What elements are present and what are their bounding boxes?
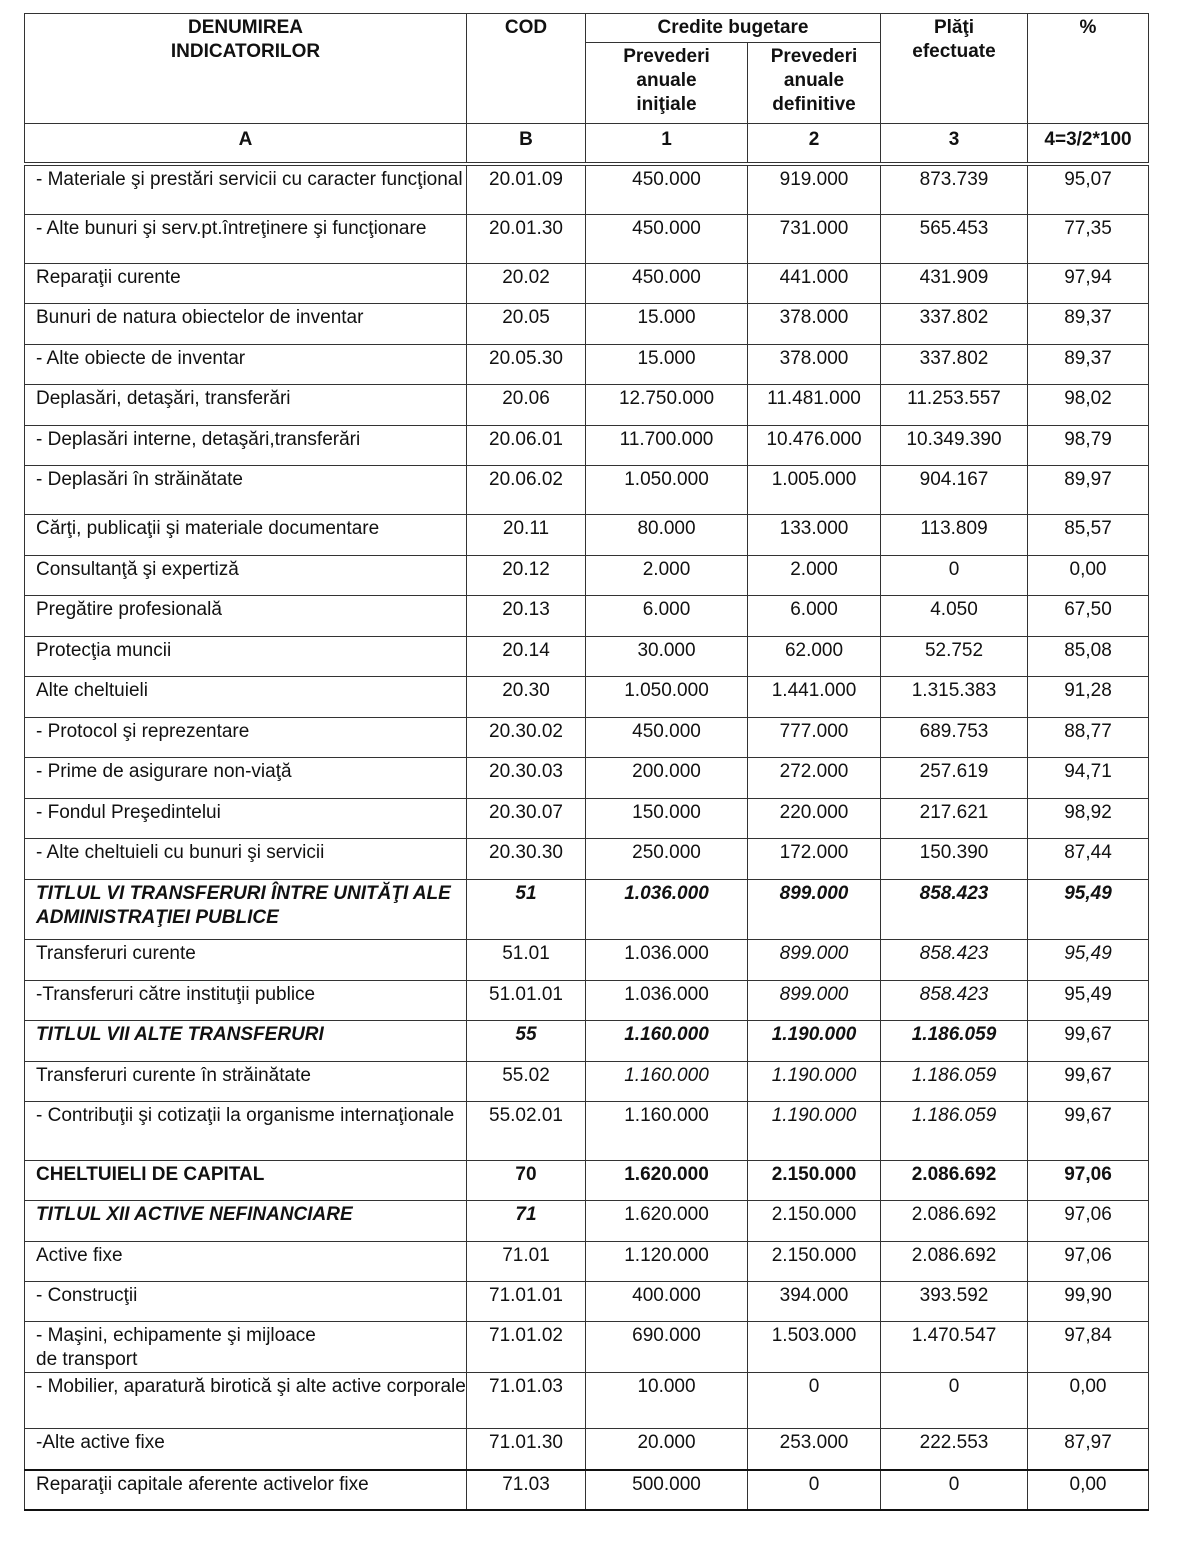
header-prev-def-line2: anuale: [783, 70, 845, 91]
table-row: [25, 1102, 1149, 1161]
header-plati-line2: efectuate: [912, 41, 996, 62]
row-plati: 0: [881, 1373, 1028, 1429]
row-plati: 1.470.547: [881, 1322, 1028, 1373]
row-cod: 71.01.03: [467, 1373, 586, 1429]
row-percent: 87,97: [1028, 1429, 1149, 1470]
row-prev-definitive: 1.190.000: [748, 1062, 881, 1102]
row-percent: 97,94: [1028, 264, 1149, 304]
header-denumirea: [25, 14, 467, 124]
row-name: Cărţi, publicaţii şi materiale documentare: [25, 515, 467, 556]
table-row: [25, 264, 1149, 304]
row-cod: 20.13: [467, 596, 586, 637]
row-name: - Fondul Preşedintelui: [25, 799, 467, 839]
row-cod: 20.06.01: [467, 426, 586, 466]
table-row: [25, 1282, 1149, 1322]
row-name: Consultanţă şi expertiză: [25, 556, 467, 596]
row-prev-definitive: 11.481.000: [748, 385, 881, 426]
row-prev-initiale: 1.120.000: [586, 1242, 748, 1282]
row-prev-definitive: 378.000: [748, 345, 881, 385]
row-cod: 51.01.01: [467, 981, 586, 1021]
row-name: - Materiale şi prestări servicii cu caracter funcţional: [25, 166, 467, 215]
row-name: - Construcţii: [25, 1282, 467, 1322]
table-row: [25, 758, 1149, 799]
table-row: [25, 677, 1149, 718]
row-plati: 0: [881, 1470, 1028, 1510]
table-row: [25, 1429, 1149, 1470]
row-plati: 2.086.692: [881, 1161, 1028, 1201]
row-prev-definitive: 899.000: [748, 940, 881, 981]
table-row: [25, 215, 1149, 264]
table-row: [25, 1242, 1149, 1282]
row-cod: 20.30.03: [467, 758, 586, 799]
row-prev-initiale: 1.036.000: [586, 880, 748, 940]
row-percent: 97,06: [1028, 1161, 1149, 1201]
row-prev-initiale: 450.000: [586, 264, 748, 304]
row-prev-initiale: 80.000: [586, 515, 748, 556]
index-a: A: [25, 124, 467, 163]
row-prev-initiale: 1.620.000: [586, 1201, 748, 1242]
header-cod: COD: [467, 14, 586, 124]
row-cod: 71.03: [467, 1470, 586, 1510]
row-name: CHELTUIELI DE CAPITAL: [25, 1161, 467, 1201]
row-plati: 257.619: [881, 758, 1028, 799]
row-name: Pregătire profesională: [25, 596, 467, 637]
row-prev-initiale: 1.160.000: [586, 1102, 748, 1161]
row-prev-initiale: 450.000: [586, 215, 748, 264]
index-b: B: [467, 124, 586, 163]
row-name: -Alte active fixe: [25, 1429, 467, 1470]
row-prev-initiale: 450.000: [586, 718, 748, 758]
row-name: [25, 1322, 467, 1373]
row-prev-initiale: 1.160.000: [586, 1062, 748, 1102]
row-percent: 94,71: [1028, 758, 1149, 799]
row-prev-initiale: 1.036.000: [586, 940, 748, 981]
table-row: [25, 466, 1149, 515]
header-denumirea-line2: INDICATORILOR: [170, 41, 321, 62]
row-prev-initiale: 150.000: [586, 799, 748, 839]
row-plati: 904.167: [881, 466, 1028, 515]
row-prev-initiale: 11.700.000: [586, 426, 748, 466]
row-prev-initiale: 1.050.000: [586, 466, 748, 515]
row-prev-definitive: 0: [748, 1373, 881, 1429]
row-name: - Deplasări în străinătate: [25, 466, 467, 515]
row-cod: 71.01: [467, 1242, 586, 1282]
row-prev-definitive: 899.000: [748, 880, 881, 940]
row-plati: 113.809: [881, 515, 1028, 556]
row-cod: 71.01.02: [467, 1322, 586, 1373]
row-name-line1: - Maşini, echipamente şi mijloace: [36, 1325, 316, 1346]
row-prev-initiale: 10.000: [586, 1373, 748, 1429]
row-prev-definitive: 1.441.000: [748, 677, 881, 718]
row-plati: 217.621: [881, 799, 1028, 839]
row-name: - Mobilier, aparatură birotică şi alte active corporale: [25, 1373, 467, 1429]
row-name: -Transferuri către instituţii publice: [25, 981, 467, 1021]
row-prev-initiale: 690.000: [586, 1322, 748, 1373]
row-percent: 99,67: [1028, 1102, 1149, 1161]
row-prev-initiale: 15.000: [586, 345, 748, 385]
budget-execution-table: [24, 13, 1149, 1511]
row-plati: 1.186.059: [881, 1102, 1028, 1161]
row-cod: 71: [467, 1201, 586, 1242]
row-percent: 99,67: [1028, 1062, 1149, 1102]
index-1: 1: [586, 124, 748, 163]
row-cod: 20.06.02: [467, 466, 586, 515]
row-prev-initiale: 12.750.000: [586, 385, 748, 426]
header-credite-bugetare: Credite bugetare: [586, 14, 881, 43]
row-percent: 85,08: [1028, 637, 1149, 677]
row-prev-definitive: 731.000: [748, 215, 881, 264]
row-percent: 91,28: [1028, 677, 1149, 718]
row-cod: 55.02.01: [467, 1102, 586, 1161]
row-cod: 55.02: [467, 1062, 586, 1102]
table-row: [25, 166, 1149, 215]
row-percent: 98,02: [1028, 385, 1149, 426]
row-percent: 0,00: [1028, 1373, 1149, 1429]
row-plati: 565.453: [881, 215, 1028, 264]
table-row: [25, 637, 1149, 677]
table-row: [25, 304, 1149, 345]
row-name: TITLUL VII ALTE TRANSFERURI: [25, 1021, 467, 1062]
row-cod: 71.01.30: [467, 1429, 586, 1470]
row-percent: 89,37: [1028, 345, 1149, 385]
row-percent: 98,79: [1028, 426, 1149, 466]
row-plati: 689.753: [881, 718, 1028, 758]
row-name: TITLUL XII ACTIVE NEFINANCIARE: [25, 1201, 467, 1242]
table-row-title-xii: [25, 1201, 1149, 1242]
row-prev-definitive: 1.005.000: [748, 466, 881, 515]
row-prev-definitive: 441.000: [748, 264, 881, 304]
header-plati-efectuate: [881, 14, 1028, 124]
row-prev-definitive: 2.000: [748, 556, 881, 596]
row-prev-definitive: 253.000: [748, 1429, 881, 1470]
row-percent: 0,00: [1028, 1470, 1149, 1510]
row-name: Reparaţii curente: [25, 264, 467, 304]
row-prev-definitive: 899.000: [748, 981, 881, 1021]
row-plati: 873.739: [881, 166, 1028, 215]
row-prev-definitive: 2.150.000: [748, 1242, 881, 1282]
table-row: [25, 799, 1149, 839]
row-cod: 20.05: [467, 304, 586, 345]
row-percent: 95,49: [1028, 880, 1149, 940]
table-row: [25, 556, 1149, 596]
row-name-line2: de transport: [36, 1349, 138, 1370]
row-prev-definitive: 1.190.000: [748, 1102, 881, 1161]
table-body: [25, 166, 1149, 1510]
row-plati: 431.909: [881, 264, 1028, 304]
row-prev-definitive: 2.150.000: [748, 1161, 881, 1201]
row-prev-definitive: 378.000: [748, 304, 881, 345]
table-row-last: [25, 1470, 1149, 1510]
header-prev-init-line2: anuale: [636, 70, 697, 91]
table-row: [25, 940, 1149, 981]
row-cod: 20.30.02: [467, 718, 586, 758]
row-prev-initiale: 2.000: [586, 556, 748, 596]
row-prev-initiale: 15.000: [586, 304, 748, 345]
header-percent: %: [1028, 14, 1149, 124]
row-cod: 51.01: [467, 940, 586, 981]
row-plati: 1.186.059: [881, 1062, 1028, 1102]
row-prev-definitive: 220.000: [748, 799, 881, 839]
row-prev-initiale: 1.620.000: [586, 1161, 748, 1201]
row-prev-definitive: 1.190.000: [748, 1021, 881, 1062]
row-percent: 89,97: [1028, 466, 1149, 515]
row-plati: 150.390: [881, 839, 1028, 880]
table-row-title-vii: [25, 1021, 1149, 1062]
row-prev-definitive: 0: [748, 1470, 881, 1510]
row-plati: 2.086.692: [881, 1201, 1028, 1242]
row-percent: 99,67: [1028, 1021, 1149, 1062]
row-plati: 4.050: [881, 596, 1028, 637]
table-header: [25, 14, 1149, 166]
row-plati: 222.553: [881, 1429, 1028, 1470]
row-cod: 20.06: [467, 385, 586, 426]
row-prev-definitive: 394.000: [748, 1282, 881, 1322]
table-row: [25, 1373, 1149, 1429]
row-percent: 95,49: [1028, 940, 1149, 981]
table-row: [25, 385, 1149, 426]
row-cod: 20.30: [467, 677, 586, 718]
table-row-capital: [25, 1161, 1149, 1201]
row-cod: 20.14: [467, 637, 586, 677]
row-prev-initiale: 30.000: [586, 637, 748, 677]
header-prev-def-line1: Prevederi: [770, 46, 858, 67]
row-name: Protecţia muncii: [25, 637, 467, 677]
row-plati: 337.802: [881, 304, 1028, 345]
row-plati: 10.349.390: [881, 426, 1028, 466]
row-prev-definitive: 133.000: [748, 515, 881, 556]
row-prev-initiale: 200.000: [586, 758, 748, 799]
row-percent: 87,44: [1028, 839, 1149, 880]
row-percent: 89,37: [1028, 304, 1149, 345]
row-plati: 11.253.557: [881, 385, 1028, 426]
row-percent: 85,57: [1028, 515, 1149, 556]
index-4: 4=3/2*100: [1028, 124, 1149, 163]
row-name: TITLUL VI TRANSFERURI ÎNTRE UNITĂŢI ALE ADMINISTRAŢIEI PUBLICE: [25, 880, 467, 940]
row-plati: 337.802: [881, 345, 1028, 385]
row-percent: 97,06: [1028, 1242, 1149, 1282]
row-percent: 95,49: [1028, 981, 1149, 1021]
row-plati: 0: [881, 556, 1028, 596]
row-percent: 0,00: [1028, 556, 1149, 596]
row-cod: 71.01.01: [467, 1282, 586, 1322]
row-plati: 858.423: [881, 940, 1028, 981]
index-2: 2: [748, 124, 881, 163]
index-row: [25, 124, 1149, 163]
row-plati: 393.592: [881, 1282, 1028, 1322]
row-prev-initiale: 1.036.000: [586, 981, 748, 1021]
row-plati: 2.086.692: [881, 1242, 1028, 1282]
row-prev-initiale: 1.050.000: [586, 677, 748, 718]
table-row: [25, 596, 1149, 637]
table-row: [25, 345, 1149, 385]
row-cod: 20.30.30: [467, 839, 586, 880]
row-name: Deplasări, detaşări, transferări: [25, 385, 467, 426]
row-prev-initiale: 500.000: [586, 1470, 748, 1510]
row-name: Reparaţii capitale aferente activelor fixe: [25, 1470, 467, 1510]
row-cod: 55: [467, 1021, 586, 1062]
row-prev-definitive: 10.476.000: [748, 426, 881, 466]
row-prev-definitive: 172.000: [748, 839, 881, 880]
row-name: - Alte cheltuieli cu bunuri şi servicii: [25, 839, 467, 880]
header-prev-init-line1: Prevederi: [623, 46, 710, 67]
row-plati: 1.186.059: [881, 1021, 1028, 1062]
header-prevederi-definitive: [748, 43, 881, 124]
row-prev-definitive: 6.000: [748, 596, 881, 637]
row-prev-definitive: 919.000: [748, 166, 881, 215]
table-row: [25, 426, 1149, 466]
row-prev-definitive: 272.000: [748, 758, 881, 799]
row-name: - Deplasări interne, detaşări,transferări: [25, 426, 467, 466]
row-prev-initiale: 250.000: [586, 839, 748, 880]
header-denumirea-line1: DENUMIREA: [187, 17, 304, 38]
table-row: [25, 1062, 1149, 1102]
row-prev-definitive: 2.150.000: [748, 1201, 881, 1242]
row-name: - Alte bunuri şi serv.pt.întreţinere şi funcţionare: [25, 215, 467, 264]
row-prev-definitive: 62.000: [748, 637, 881, 677]
row-name: - Alte obiecte de inventar: [25, 345, 467, 385]
row-cod: 20.01.30: [467, 215, 586, 264]
row-name: - Contribuţii şi cotizaţii la organisme internaţionale: [25, 1102, 467, 1161]
row-cod: 20.11: [467, 515, 586, 556]
row-name: Bunuri de natura obiectelor de inventar: [25, 304, 467, 345]
table-row: [25, 1322, 1149, 1373]
header-prev-init-line3: iniţiale: [636, 94, 697, 115]
row-cod: 70: [467, 1161, 586, 1201]
row-name: Active fixe: [25, 1242, 467, 1282]
table-row: [25, 839, 1149, 880]
row-cod: 20.12: [467, 556, 586, 596]
row-name: Transferuri curente: [25, 940, 467, 981]
row-percent: 88,77: [1028, 718, 1149, 758]
table-row: [25, 515, 1149, 556]
row-name: Alte cheltuieli: [25, 677, 467, 718]
table-row: [25, 718, 1149, 758]
row-percent: 97,06: [1028, 1201, 1149, 1242]
row-plati: 858.423: [881, 880, 1028, 940]
table-row: [25, 981, 1149, 1021]
row-name: Transferuri curente în străinătate: [25, 1062, 467, 1102]
row-percent: 99,90: [1028, 1282, 1149, 1322]
row-prev-definitive: 777.000: [748, 718, 881, 758]
row-prev-initiale: 20.000: [586, 1429, 748, 1470]
row-percent: 98,92: [1028, 799, 1149, 839]
row-name: - Protocol şi reprezentare: [25, 718, 467, 758]
row-prev-initiale: 400.000: [586, 1282, 748, 1322]
row-cod: 20.02: [467, 264, 586, 304]
row-prev-initiale: 1.160.000: [586, 1021, 748, 1062]
row-prev-definitive: 1.503.000: [748, 1322, 881, 1373]
row-cod: 20.01.09: [467, 166, 586, 215]
row-plati: 1.315.383: [881, 677, 1028, 718]
header-prev-def-line3: definitive: [772, 94, 856, 115]
index-3: 3: [881, 124, 1028, 163]
row-cod: 51: [467, 880, 586, 940]
row-prev-initiale: 450.000: [586, 166, 748, 215]
row-plati: 52.752: [881, 637, 1028, 677]
row-name: - Prime de asigurare non-viaţă: [25, 758, 467, 799]
row-percent: 97,84: [1028, 1322, 1149, 1373]
header-prevederi-initiale: [586, 43, 748, 124]
row-percent: 77,35: [1028, 215, 1149, 264]
row-cod: 20.05.30: [467, 345, 586, 385]
row-prev-initiale: 6.000: [586, 596, 748, 637]
row-plati: 858.423: [881, 981, 1028, 1021]
row-percent: 95,07: [1028, 166, 1149, 215]
row-cod: 20.30.07: [467, 799, 586, 839]
row-percent: 67,50: [1028, 596, 1149, 637]
table-row-title-vi: [25, 880, 1149, 940]
header-plati-line1: Plăţi: [933, 17, 975, 38]
